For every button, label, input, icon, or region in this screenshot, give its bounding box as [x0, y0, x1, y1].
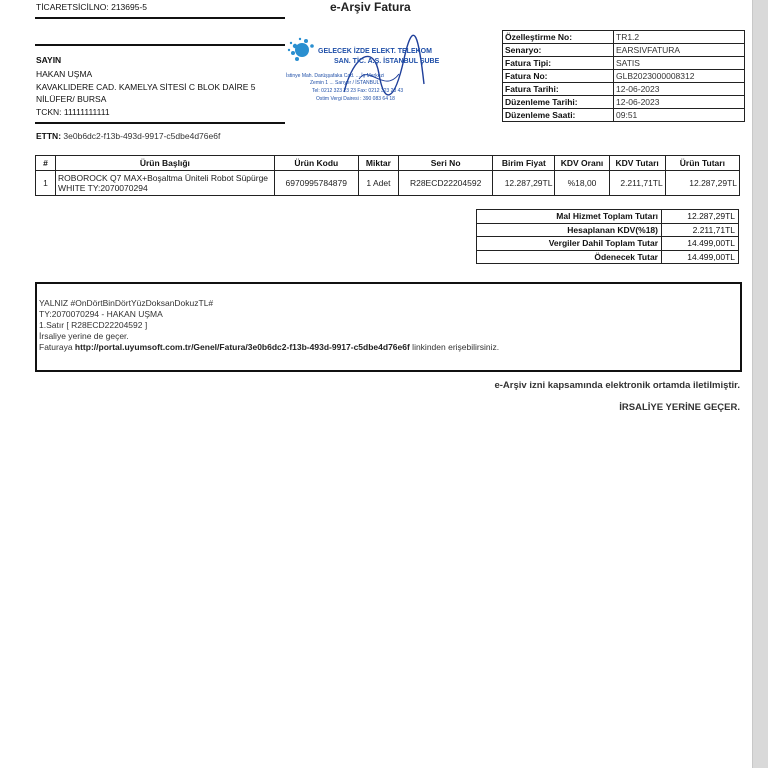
note-link-line [39, 342, 499, 353]
note-waybill: İrsaliye yerine de geçer. [39, 331, 129, 341]
link-suffix: linkinden erişebilirsiniz. [409, 342, 500, 352]
total-value: 2.211,71TL [662, 223, 739, 237]
info-value: TR1.2 [614, 31, 745, 44]
buyer-address-line2: NİLÜFER/ BURSA [36, 94, 107, 104]
note-serial: 1.Satır [ R28ECD22204592 ] [39, 320, 148, 330]
table-cell: 12.287,29TL [665, 171, 739, 196]
items-header-row [36, 156, 740, 171]
total-value: 14.499,00TL [662, 237, 739, 251]
divider [35, 44, 285, 46]
column-header: KDV Oranı [555, 156, 609, 171]
column-header: KDV Tutarı [609, 156, 665, 171]
column-header: Birim Fiyat [493, 156, 555, 171]
table-cell: 6970995784879 [274, 171, 358, 196]
info-row [503, 70, 745, 83]
buyer-name: HAKAN UŞMA [36, 69, 93, 79]
total-row [477, 250, 739, 264]
invoice-info-table [502, 30, 745, 122]
total-row [477, 237, 739, 251]
ettn-label: ETTN: [36, 131, 62, 141]
invoice-portal-link[interactable]: http://portal.uyumsoft.com.tr/Genel/Fatura/3e0b6dc2-f13b-493d-9917-c5dbe4d76e6f [74, 342, 410, 352]
stamp-tax-office: Ostim Vergi Dairesi : 390 083 64 18 [316, 96, 395, 102]
table-row [36, 171, 740, 196]
column-header: # [36, 156, 56, 171]
divider [35, 122, 285, 124]
stamp-phone: Tel: 0212 323 23 23 Fax: 0212 323 23 43 [312, 88, 404, 94]
items-table [35, 155, 740, 196]
divider [35, 17, 285, 19]
total-label: Vergiler Dahil Toplam Tutar [477, 237, 662, 251]
buyer-salutation: SAYIN [36, 55, 62, 65]
document-title: e-Arşiv Fatura [330, 0, 411, 14]
table-cell: 12.287,29TL [493, 171, 555, 196]
info-value: 09:51 [614, 109, 745, 122]
table-cell: 1 [36, 171, 56, 196]
info-row [503, 44, 745, 57]
column-header: Seri No [399, 156, 493, 171]
totals-table [476, 209, 739, 264]
table-cell: R28ECD22204592 [399, 171, 493, 196]
stamp-company-line1: GELECEK İZDE ELEKT. TELEKOM [318, 48, 432, 55]
info-key: Düzenleme Saati: [503, 109, 614, 122]
ettn-value: 3e0b6dc2-f13b-493d-9917-c5dbe4d76e6f [63, 131, 221, 141]
buyer-tckn: TCKN: 11111111111 [36, 107, 110, 117]
table-cell: %18,00 [555, 171, 609, 196]
info-value: EARSIVFATURA [614, 44, 745, 57]
notes-box [35, 282, 742, 372]
total-value: 14.499,00TL [662, 250, 739, 264]
stamp-address-line1: İstinye Mah. Darüşşafaka Cad. ... İş Merkezi [286, 73, 385, 79]
info-value: 12-06-2023 [614, 83, 745, 96]
table-cell: ROBOROCK Q7 MAX+Boşaltma Üniteli Robot Süpürge WHITE TY:2070070294 [56, 171, 275, 196]
ettn [36, 131, 220, 142]
info-row [503, 96, 745, 109]
column-header: Ürün Kodu [274, 156, 358, 171]
buyer-address-line1: KAVAKLIDERE CAD. KAMELYA SİTESİ C BLOK DAİRE 5 [36, 82, 256, 92]
company-stamp [284, 34, 464, 114]
column-header: Ürün Başlığı [56, 156, 275, 171]
note-order: TY:2070070294 - HAKAN UŞMA [39, 309, 163, 319]
column-header: Ürün Tutarı [665, 156, 739, 171]
total-value: 12.287,29TL [662, 210, 739, 224]
info-key: Fatura No: [503, 70, 614, 83]
info-row [503, 109, 745, 122]
trade-registry-no: TİCARETSİCİLNO: 213695-5 [36, 2, 148, 12]
info-value: SATIS [614, 57, 745, 70]
table-cell: 2.211,71TL [609, 171, 665, 196]
column-header: Miktar [358, 156, 398, 171]
link-prefix: Faturaya [39, 342, 75, 352]
footer-waybill-note: İRSALİYE YERİNE GEÇER. [619, 402, 740, 413]
info-row [503, 31, 745, 44]
stamp-company-line2: SAN. TİC. A.Ş. İSTANBUL ŞUBE [334, 58, 440, 65]
amount-in-words: YALNIZ #OnDörtBinDörtYüzDoksanDokuzTL# [39, 298, 214, 308]
info-value: GLB2023000008312 [614, 70, 745, 83]
total-row [477, 210, 739, 224]
info-value: 12-06-2023 [614, 96, 745, 109]
table-cell: 1 Adet [358, 171, 398, 196]
total-row [477, 223, 739, 237]
total-label: Hesaplanan KDV(%18) [477, 223, 662, 237]
info-row [503, 57, 745, 70]
stamp-address-line2: Zemin 1 ... Sarıyer / İSTANBUL [310, 80, 380, 86]
info-key: Senaryo: [503, 44, 614, 57]
info-key: Özelleştirme No: [503, 31, 614, 44]
total-label: Mal Hizmet Toplam Tutarı [477, 210, 662, 224]
info-key: Fatura Tarihi: [503, 83, 614, 96]
info-key: Fatura Tipi: [503, 57, 614, 70]
total-label: Ödenecek Tutar [477, 250, 662, 264]
info-key: Düzenleme Tarihi: [503, 96, 614, 109]
footer-electronic-note: e-Arşiv izni kapsamında elektronik ortamda iletilmiştir. [494, 380, 740, 391]
info-row [503, 83, 745, 96]
